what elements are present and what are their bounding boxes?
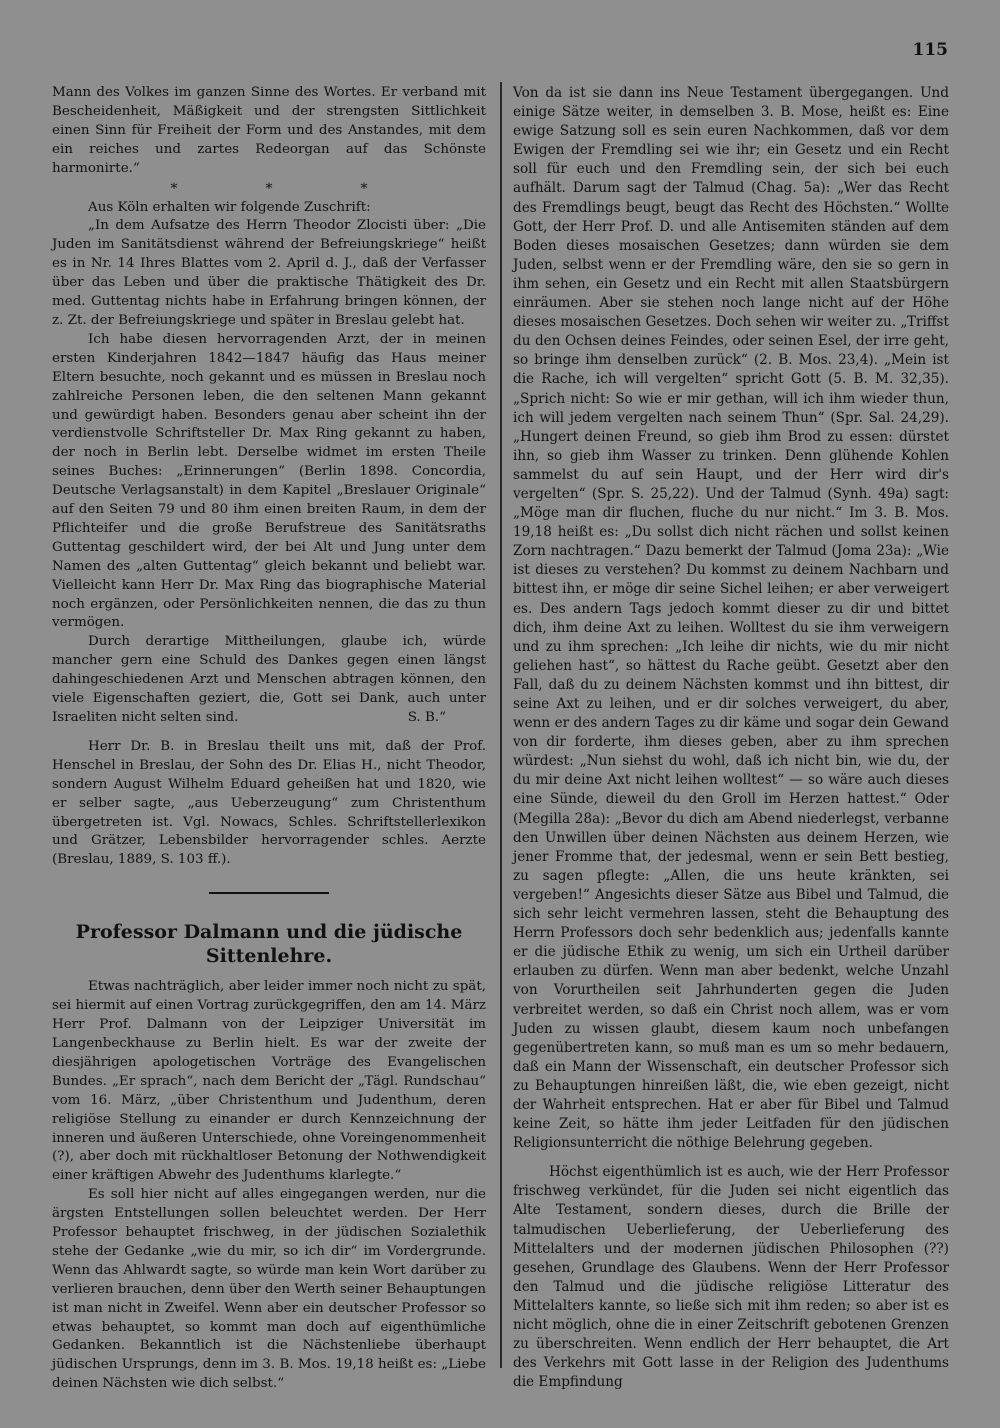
section-separator <box>52 179 486 199</box>
paragraph: Von da ist sie dann ins Neue Testament übergegangen. Und einige Sätze weiter, in demselben 3. B. Mose, heißt es: Eine ewige Satzung soll es sein euren Nachkommen, daß vor dem Ewigen der Fremdling sei wie ihr; ein Gesetz und ein Recht soll für euch und den Fremdling sein, der sich bei euch aufhält. Darum sagt der Talmud (Chag. 5a): „Wer das Recht des Fremdlings beugt, beugt das Recht des Höchsten.“ Wollte Gott, der Herr Prof. D. und alle Antisemiten ständen auf dem Boden dieses mosaischen Gesetzes; dann würden sie dem Juden, selbst wenn er der Fremdling wäre, den sie so gern in ihm sehen, ein Gesetz und ein Recht mit allen Staatsbürgern einräumen. Aber sie stehen noch lange nicht auf der Höhe dieses mosaischen Gesetzes. Doch sehen wir weiter zu. „Triffst du den Ochsen deines Feindes, oder seinen Esel, der irre geht, so bringe ihm denselben zurück“ (2. B. Mos. 23,4). „Mein ist die Rache, ich will vergelten“ spricht Gott (5. B. M. 32,35). „Sprich nicht: So wie er mir gethan, will ich ihm wieder thun, ich will jedem vergelten nach seinem Thun“ (Spr. Sal. 24,29). „Hungert deinen Freund, so gieb ihm Brod zu essen: dürstet ihn, so gieb ihm Wasser zu trinken. Denn glühende Kohlen sammelst du auf sein Haupt, und der Herr wird dir's vergelten“ (Spr. S. 25,22). Und der Talmud (Synh. 49a) sagt: „Möge man dir fluchen, fluche du nur nicht.“ Im 3. B. Mos. 19,18 heißt es: „Du sollst dich nicht rächen und sollst keinen Zorn nachtragen.“ Dazu bemerkt der Talmud (Joma 23a): „Wie ist dieses zu verstehen? Du kommst zu deinem Nachbarn und bittest ihn, er möge dir seine Sichel leihen; er aber verweigert es. Des andern Tags jedoch kommt dieser zu dir und bittet dich, ihm deine Axt zu leihen. Wolltest du sie ihm verweigern und zu ihm sprechen: „Ich leihe dir nichts, wie du mir nicht geliehen hast“, so hättest du Rache geübt. Gesetzt aber den Fall, daß du zu deinem Nächsten kommst und ihn bittest, dir seine Axt zu leihen, und er dir solches verweigert, du aber, wenn er des andern Tages zu dir käme und sogar dein Gewand von dir forderte, ihm dieses geben, aber zu ihm sprechen würdest: „Nun siehst du wohl, daß ich nicht bin, wie du, der du mir deine Axt nicht leihen wolltest“ — so wäre auch dieses eine Sünde, dieweil du den Groll im Herzen hattest.“ Oder (Megilla 28a): „Bevor du dich am Abend niederlegst, verbanne den Unwillen über deinen Nächsten aus deinem Herzen, wie jener Fromme that, der jedesmal, wenn er sein Bett bestieg, zu sagen pflegte: „Allen, die uns heute kränkten, sei vergeben!“ Angesichts dieser Sätze aus Bibel und Talmud, die sich sehr leicht vermehren lassen, steht die Behauptung des Herrn Professors doch sehr bedenklich aus; jedenfalls kannte er die jüdische Ethik zu wenig, um sich ein Urtheil darüber erlauben zu dürfen. Wenn man aber bedenkt, welche Unzahl von Vorurtheilen seit Jahrhunderten gegen die Juden verbreitet werden, so daß ein Christ noch allem, was er vom Juden zu wissen glaubt, diesem kaum noch unbefangen gegenübertreten kann, so muß man es um so mehr bedauern, daß ein Mann der Wissenschaft, ein deutscher Professor sich zu Behauptungen hinreißen läßt, die, wie eben gezeigt, nicht der Wahrheit entsprechen. Hat er aber für Bibel und Talmud keine Zeit, so hätte ihm jeder Leitfaden für den jüdischen Religionsunterricht die nöthige Belehrung gegeben. <box>513 85 949 1152</box>
paragraph: „In dem Aufsatze des Herrn Theodor Zlocisti über: „Die Juden im Sanitätsdienst während der Befreiungskriege“ heißt es in Nr. 14 Ihres Blattes vom 2. April d. J., daß der Verfasser über das Leben und über die praktische Thätigkeit des Dr. med. Guttentag nichts habe in Erfahrung bringen können, der z. Zt. der Befreiungskriege und später in Breslau gelebt hat. <box>52 218 486 328</box>
paragraph: Ich habe diesen hervorragenden Arzt, der in meinen ersten Kinderjahren 1842—1847 häufig das Haus meiner Eltern besuchte, noch gekannt und es müssen in Breslau noch zahlreiche Personen leben, die den seltenen Mann gekannt und gewürdigt haben. Besonders genau aber scheint ihn der verdienstvolle Schriftsteller Dr. Max Ring gekannt zu haben, der noch in Berlin lebt. Derselbe widmet im ersten Theile seines Buches: „Erinnerungen“ (Berlin 1898. Concordia, Deutsche Verlagsanstalt) in dem Kapitel „Breslauer Originale“ auf den Seiten 79 und 80 ihm einen breiten Raum, in dem der Pflichteifer und die große Berufstreue des Sanitätsraths Guttentag geschildert wird, der bei Alt und Jung unter dem Namen des „alten Guttentag“ gleich bekannt und beliebt war. Vielleicht kann Herr Dr. Max Ring das biographische Material noch ergänzen, oder Persönlichkeiten nennen, die das zu thun vermögen. <box>52 331 486 631</box>
paragraph: Mann des Volkes im ganzen Sinne des Wortes. Er verband mit Bescheidenheit, Mäßigkeit und der strengsten Sittlichkeit einen Sinn für Freiheit der Form und des Anstandes, mit dem ein reiches und zartes Redeorgan auf das Schönste harmonirte.“ <box>52 85 486 176</box>
paragraph: Herr Dr. B. in Breslau theilt uns mit, daß der Prof. Henschel in Breslau, der Sohn des Dr. Elias H., nicht Theodor, sondern August Wilhelm Eduard geheißen hat und 1820, wie er selber sagte, „aus Ueberzeugung“ zum Christenthum übergetreten ist. Vgl. Nowacs, Schles. Schriftstellerlexikon und Grätzer, Lebensbilder hervorragender schles. Aerzte (Breslau, 1889, S. 103 ff.). <box>52 738 486 868</box>
paragraph-text: Durch derartige Mittheilungen, glaube ich, würde mancher gern eine Schuld des Dankes gegen einen längst dahingeschiedenen Arzt und Menschen abtragen können, den viele Eigenschaften geziert, die, Gott sei Dank, auch unter Israeliten nicht selten sind. <box>52 634 486 725</box>
page-number: 115 <box>912 40 948 60</box>
separator-star: * <box>170 180 178 197</box>
separator-star: * <box>360 180 368 197</box>
article-title: Professor Dalmann und die jüdische Sittenlehre. <box>75 921 463 968</box>
article-divider <box>209 892 329 894</box>
paragraph: Etwas nachträglich, aber leider immer noch nicht zu spät, sei hiermit auf einen Vortrag zurückgegriffen, den am 14. März Herr Prof. Dalmann von der Leipziger Universität im Langenbeckhause zu Berlin hielt. Es war der zweite der diesjährigen apologetischen Vorträge des Evangelischen Bundes. „Er sprach“, nach dem Bericht der „Tägl. Rundschau“ vom 16. März, „über Christenthum und Judenthum, deren religiöse Stellung zu einander er durch Kennzeichnung der inneren und äußeren Unterschiede, ohne Voreingenommenheit (?), aber doch mit rückhaltloser Betonung der Nothwendigkeit einer kräftigen Abwehr des Judenthums klarlegte.“ <box>52 979 486 1184</box>
paragraph: Höchst eigenthümlich ist es auch, wie der Herr Professor frischweg verkündet, für die Juden sei nicht eigentlich das Alte Testament, sondern dieses, durch die Brille der talmudischen Ueberlieferung, der Ueberlieferung des Mittelalters und der modernen jüdischen Philosophen (??) gesehen, Grundlage des Glaubens. Wenn der Herr Professor den Talmud und die jüdische religiöse Litteratur des Mittelalters kannte, so ließe sich mit ihm reden; so aber ist es nicht möglich, ohne die in einer Zeitschrift gebotenen Grenzen zu überschreiten. Wenn endlich der Herr behauptet, die Art des Verkehrs mit Gott lasse in der Religion des Judenthums die Empfindung <box>513 1164 949 1391</box>
separator-star: * <box>265 180 273 197</box>
right-column <box>513 84 949 1392</box>
paragraph <box>52 633 486 728</box>
left-column <box>52 84 486 1394</box>
paragraph: Aus Köln erhalten wir folgende Zuschrift: <box>88 199 371 215</box>
paragraph: Es soll hier nicht auf alles eingegangen werden, nur die ärgsten Entstellungen sollen beleuchtet werden. Der Herr Professor behauptet frischweg, in der jüdischen Sozialethik stehe der Gedanke „wie du mir, so ich dir“ im Vordergrunde. Wenn das Ahlwardt sagte, so würde man kein Wort darüber zu verlieren brauchen, denn über den Werth seiner Behauptungen ist man nicht in Zweifel. Wenn aber ein deutscher Professor so etwas behauptet, so kommt man doch auf eigenthümliche Gedanken. Bekanntlich ist die Nächstenliebe überhaupt jüdischen Ursprungs, denn im 3. B. Mos. 19,18 heißt es: „Liebe deinen Nächsten wie dich selbst.“ <box>52 1187 486 1392</box>
column-divider <box>500 82 502 1368</box>
signature: S. B.“ <box>407 710 446 725</box>
